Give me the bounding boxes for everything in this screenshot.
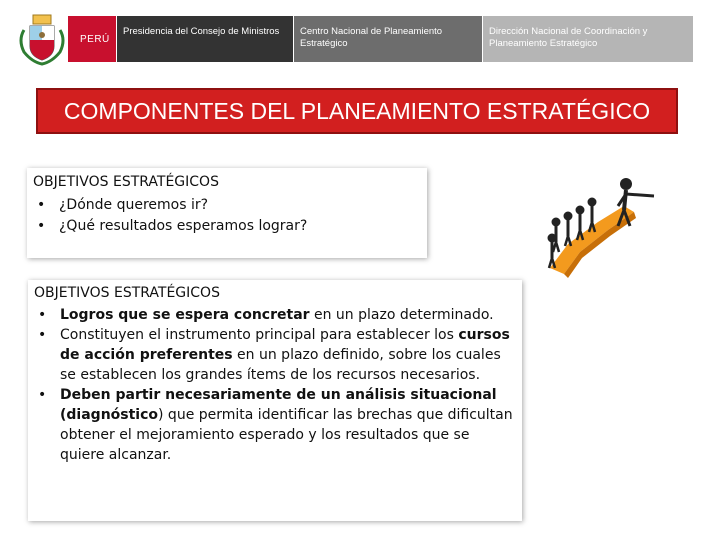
box2-bullet-list	[34, 305, 516, 465]
box2-heading: OBJETIVOS ESTRATÉGICOS	[34, 285, 220, 301]
list-item	[34, 385, 516, 465]
list-item-text: en un plazo definido, sobre los cuales se establecen los grandes ítems de los recursos necesarios.	[60, 347, 501, 383]
objectives-summary-box	[27, 168, 427, 258]
bold-phrase: cursos de acción preferentes	[60, 327, 510, 363]
leader-pointing-icon	[538, 172, 662, 278]
header-segment-ceplan	[294, 16, 482, 62]
bold-phrase: Logros que se espera concretar	[60, 307, 310, 323]
list-item	[34, 305, 516, 325]
list-item-text: Constituyen el instrumento principal para establecer los	[60, 327, 459, 343]
box1-heading: OBJETIVOS ESTRATÉGICOS	[33, 174, 219, 190]
header-segment-pcm-text: Presidencia del Consejo de Ministros	[123, 26, 280, 37]
bold-phrase: Deben partir necesariamente de un análisis situacional (diagnóstico	[60, 387, 497, 423]
bullet-icon: •	[38, 387, 47, 403]
list-item-text: ¿Qué resultados esperamos lograr?	[59, 218, 308, 234]
slide-title	[36, 88, 678, 134]
header-segment-direccion	[483, 16, 693, 62]
peru-label: PERÚ	[80, 33, 110, 45]
bullet-icon: •	[38, 327, 47, 343]
header-segment-ceplan-text: Centro Nacional de Planeamiento Estratégico	[300, 26, 443, 49]
bullet-icon: •	[37, 218, 46, 234]
header-segment-pcm	[117, 16, 293, 62]
list-item-text: ¿Dónde queremos ir?	[59, 197, 209, 213]
bullet-icon: •	[37, 197, 46, 213]
list-item	[33, 216, 421, 237]
coat-of-arms-icon	[18, 10, 66, 66]
header-bar	[0, 0, 720, 72]
list-item	[34, 325, 516, 385]
objectives-detail-box	[28, 280, 522, 521]
bullet-icon: •	[38, 307, 47, 323]
peru-label-box	[68, 16, 116, 62]
list-item-text: en un plazo determinado.	[309, 307, 494, 323]
list-item	[33, 195, 421, 216]
slide-title-text: COMPONENTES DEL PLANEAMIENTO ESTRATÉGICO	[63, 97, 651, 124]
header-segment-direccion-text: Dirección Nacional de Coordinación y Planeamiento Estratégico	[489, 26, 648, 49]
list-item-text: ) que permita identificar las brechas que dificultan obtener el mejoramiento esperado y los resultados que se quiere alcanzar.	[60, 407, 513, 463]
box1-bullet-list	[33, 195, 421, 237]
